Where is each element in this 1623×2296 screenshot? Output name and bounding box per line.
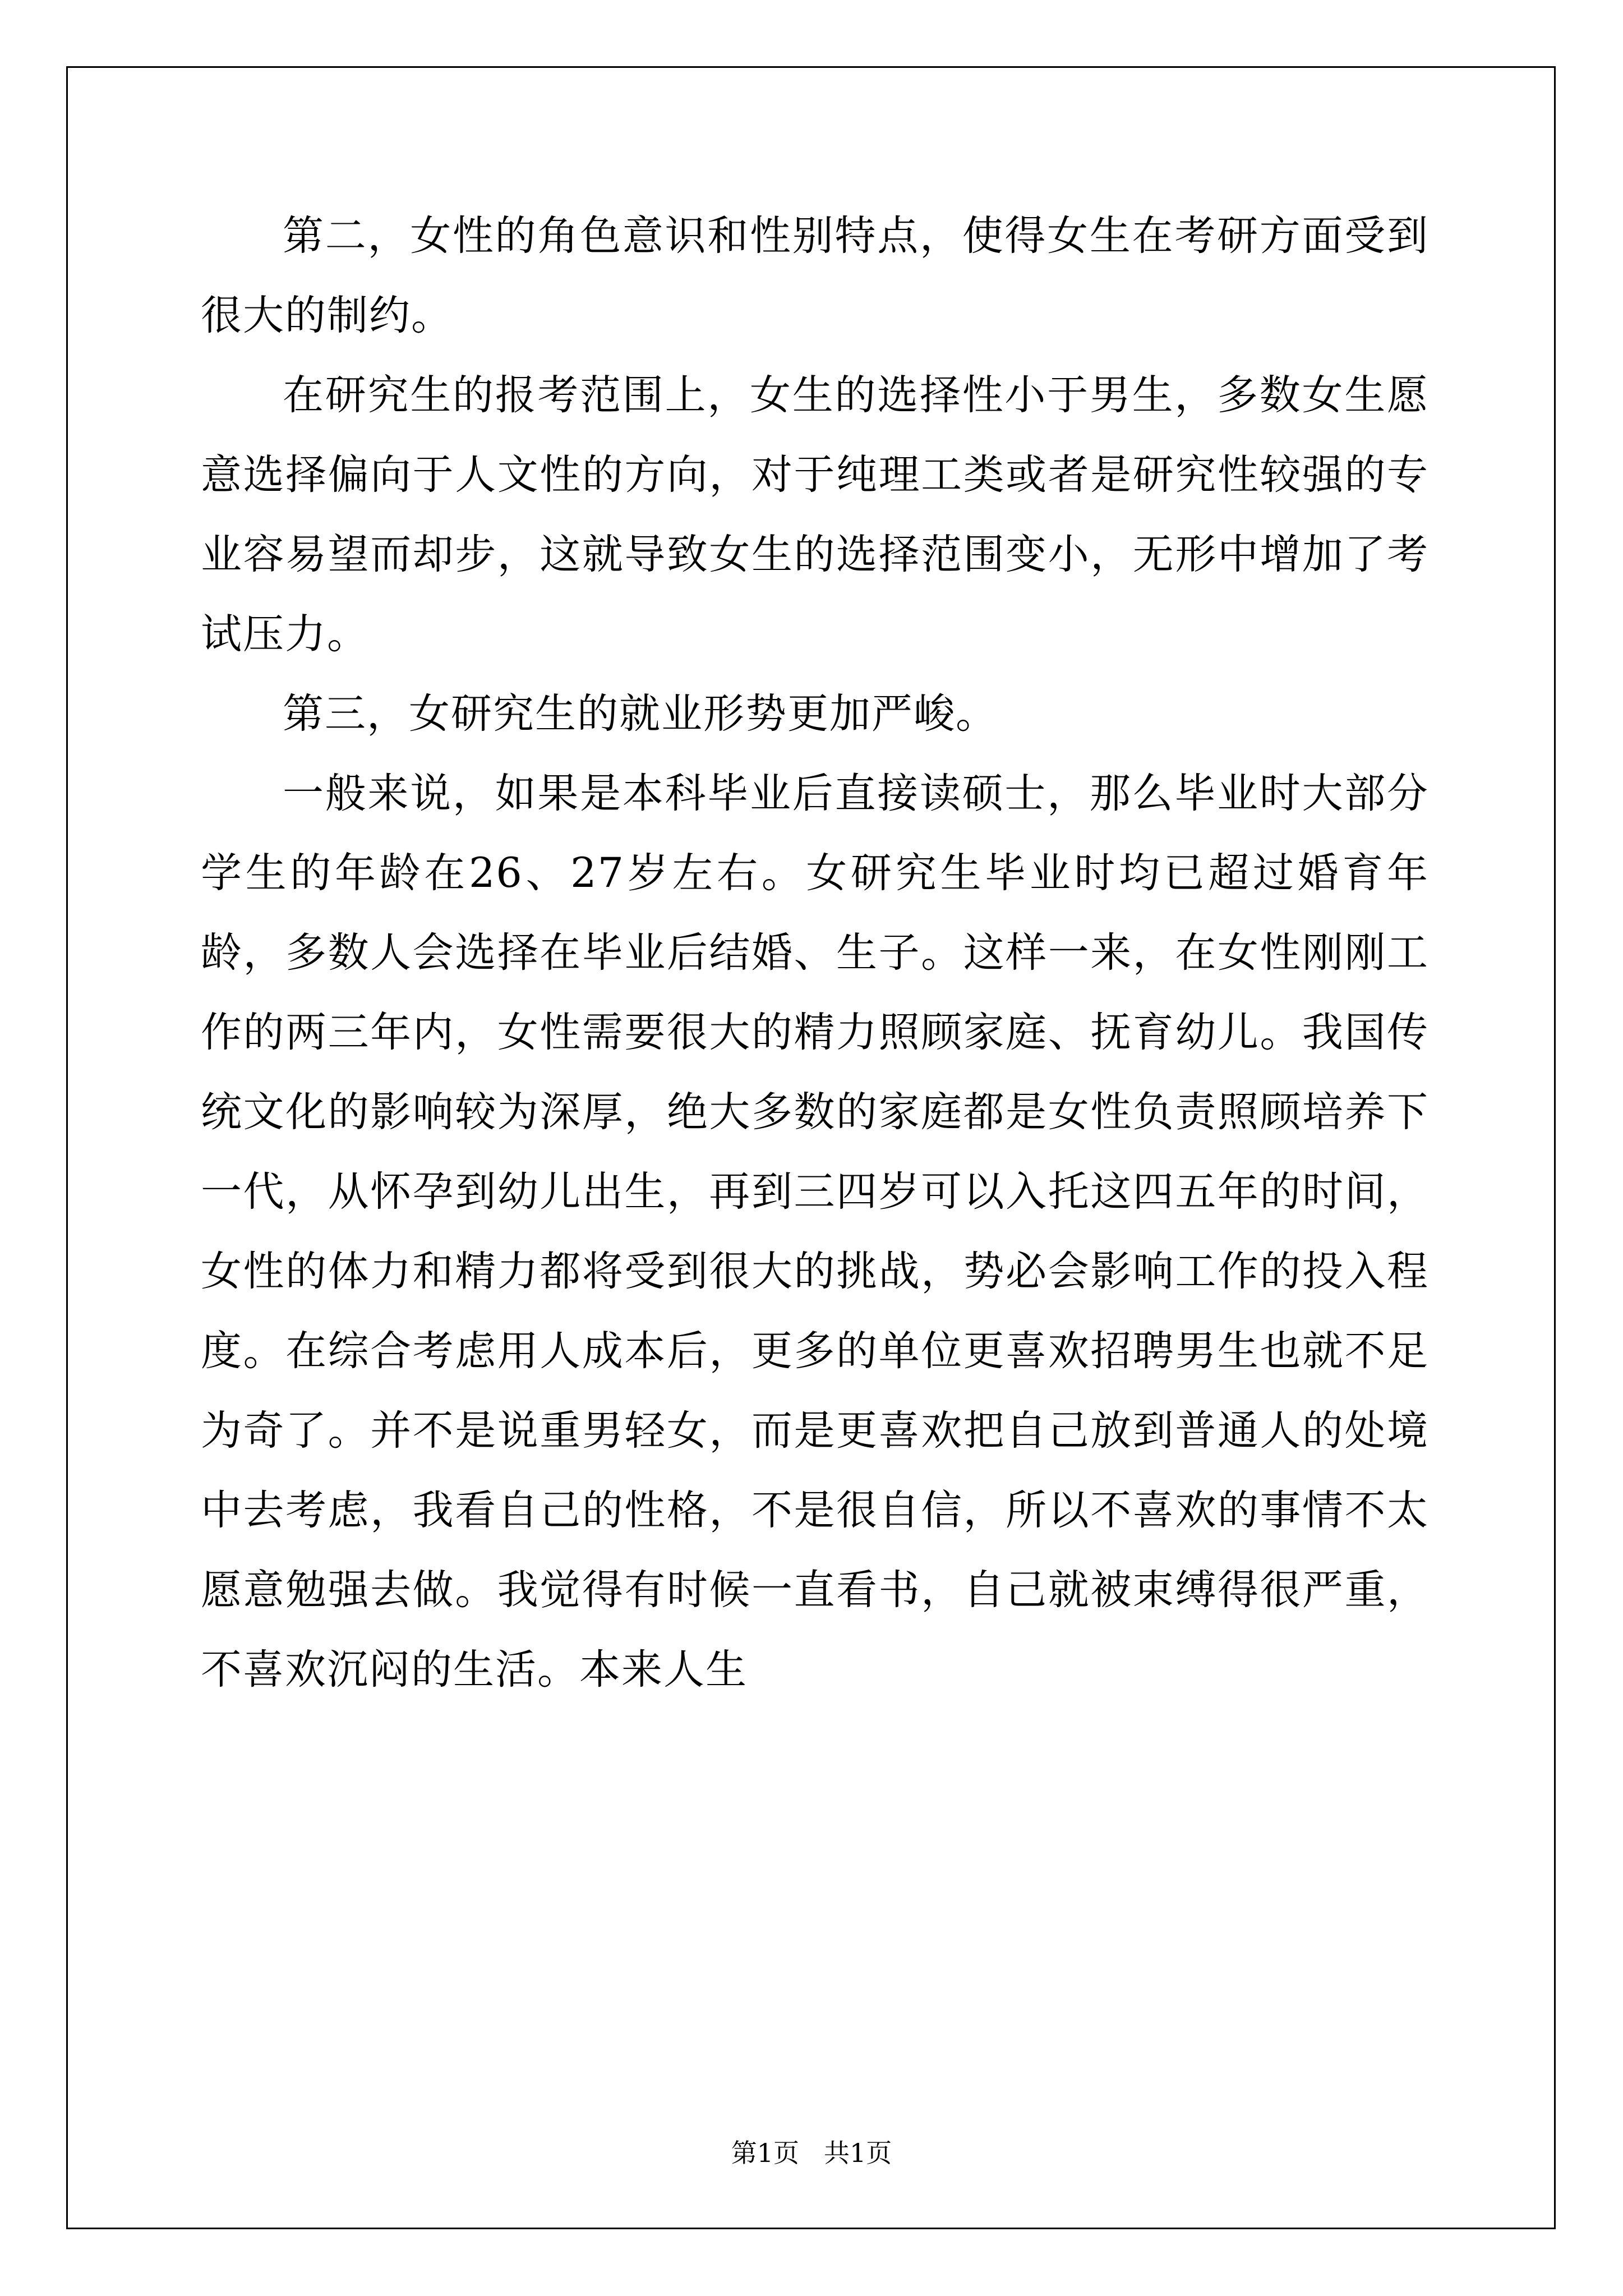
page-total: 共1页 — [823, 2138, 892, 2168]
paragraph: 第三，女研究生的就业形势更加严峻。 — [283, 690, 998, 738]
paragraph: 一般来说，如果是本科毕业后直接读硕士，那么毕业时大部分学生的年龄在26、27岁左右。女研究生毕业时均已超过婚育年龄，多数人会选择在毕业后结婚、生子。这样一来，在女性刚刚工作的两三年内，女性需要很大的精力照顾家庭、抚育幼儿。我国传统文化的影响较为深厚，绝大多数的家庭都是女性负责照顾培养下一代，从怀孕到幼儿出生，再到三四岁可以入托这四五年的时间，女性的体力和精力都将受到很大的挑战，势必会影响工作的投入程度。在综合考虑用人成本后，更多的单位更喜欢招聘男生也就不足为奇了。并不是说重男轻女，而是更喜欢把自己放到普通人的处境中去考虑，我看自己的性格，不是很自信，所以不喜欢的事情不太愿意勉强去做。我觉得有时候一直看书，自己就被束缚得很严重，不喜欢沉闷的生活。本来人生 — [201, 770, 1429, 1694]
paragraph: 第二，女性的角色意识和性别特点，使得女生在考研方面受到很大的制约。 — [201, 212, 1429, 339]
page-footer — [0, 2136, 1623, 2170]
page-number: 第1页 — [731, 2138, 800, 2168]
paragraph: 在研究生的报考范围上，女生的选择性小于男生，多数女生愿意选择偏向于人文性的方向，对于纯理工类或者是研究性较强的专业容易望而却步，这就导致女生的选择范围变小，无形中增加了考试压力。 — [201, 371, 1429, 658]
document-body — [201, 196, 1429, 1710]
